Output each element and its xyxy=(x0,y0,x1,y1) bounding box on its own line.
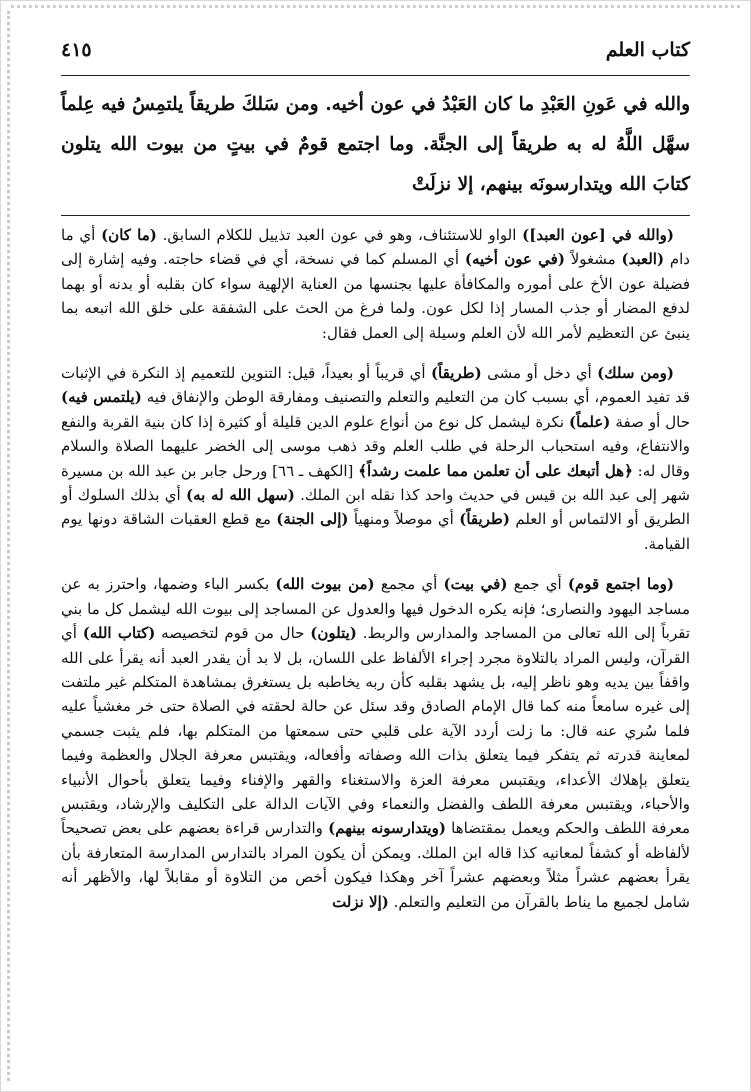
lemma-text: (العبد) xyxy=(621,250,665,269)
lemma-text: (ومن سلك) xyxy=(597,364,674,383)
lemma-text: (والله في [عون العبد]) xyxy=(522,226,674,244)
commentary-text: مع قطع العقبات الشاقة دونها يوم القيامة. xyxy=(61,510,690,553)
lemma-text: (ويتدارسونه بينهم) xyxy=(328,819,446,838)
lemma-text: (إلا نزلت xyxy=(332,892,389,911)
lemma-text: (من بيوت الله) xyxy=(275,575,375,594)
scan-border-top xyxy=(11,5,740,14)
commentary-paragraph xyxy=(61,572,690,914)
lemma-text: (في بيت) xyxy=(443,575,508,594)
lemma-text: (في عون أخيه) xyxy=(464,250,565,269)
lemma-text: ﴿هل أتبعك على أن تعلمن مما علمت رشداً﴾ xyxy=(358,461,633,480)
commentary-text: نكرة ليشمل كل نوع من أنواع علوم الدين قليلة أو كثيرة إذا كان بنية القربة والنفع والانتفاع، وفيه استحباب الرحلة في طلب العلم وقد ذهب موسى إلى الخضر عليهما الصلاة والسلام وقال له: xyxy=(61,412,690,480)
lemma-text: (طريقاً) xyxy=(459,510,510,529)
commentary-text: أي قريباً أو بعيداً، قيل: التنوين للتعميم إذ النكرة في الإثبات قد تفيد العموم، أي بسبب كان من التعليم والتعلم والتصنيف ومفارقة الوطن والإنفاق فيه xyxy=(61,364,690,407)
chapter-title: كتاب العلم xyxy=(605,39,690,61)
header-rule xyxy=(61,75,690,76)
commentary-text: حال أو صفة xyxy=(610,412,691,431)
commentary-text: حال من قوم لتخصيصه xyxy=(155,624,311,643)
commentary-text: أي مجمع xyxy=(374,575,444,594)
commentary-text: أي ما دام xyxy=(61,226,690,269)
commentary-text: والتدارس قراءة بعضهم على بعض تصحيحاً لألفاظه أو كشفاً لمعانيه كذا قاله ابن الملك. ويمكن أن يكون المراد بالتدارس المدارسة المتعارفة بأن يقرأ بعضهم عشراً مثلاً وبعضهم عشراً آخر وهكذا فيكون أخص من التلاوة أو مقابلاً لها، والأظهر أنه شامل لجميع ما يناط بالقرآن من التعليم والتعلم. xyxy=(61,819,690,911)
lemma-text: (وما اجتمع قوم) xyxy=(567,575,674,594)
commentary-text: بكسر الباء وضمها، واحترز به عن مساجد اليهود والنصارى؛ فإنه يكره الدخول فيها والعدول عن المساجد إلى بيوت الله ليشمل كل ما بني تقرباً إلى الله تعالى من المساجد والمدارس والربط. xyxy=(61,575,691,643)
lemma-text: (إلى الجنة) xyxy=(276,510,349,529)
commentary-text: [الكهف ـ ٦٦] ورحل جابر بن عبد الله بن مسيرة شهر إلى عبد الله بن قيس في حديث واحد كذا نقله ابن الملك. xyxy=(61,461,690,505)
commentary-text: أي القرآن، وليس المراد بالتلاوة مجرد إجراء الألفاظ على اللسان، بل لا بد أن يقدر العبد أنه يقرأ على الله واقفاً بين يديه وهو ناظر إليه، بل يشهد بقلبه كأن ربه يخاطبه بل يستغرق بمشاهدة المتكلم غير ملتفت إلى غيره سامعاً منه كما قال الإمام الصادق وقد سئل عن حالة لحقته في الصلاة حتى خر مغشياً عليه فلما سُري عنه قال: ما زلت أردد الآية على قلبي حتى سمعتها من المتكلم بها، فلم يثبت جسمي لمعاينة قدرته ثم يتفكر فيما يتعلق بذات الله وصفاته وأفعاله، ويقتبس معرفة الجلال والعظمة وفيما يتعلق بإهلاك الأعداء، ويقتبس معرفة العزة والاستغناء والقهر والإفناء وفيما يتعلق بأحوال الأنبياء والأحباء، ويقتبس معرفة اللطف والفضل والنعماء وفي الآيات الدالة على التكليف والإرشاد، ويقتبس معرفة اللطف والحكم ويعمل بمقتضاها xyxy=(61,624,690,838)
section-separator xyxy=(61,215,690,216)
lemma-text: (كتاب الله) xyxy=(82,624,156,643)
commentary-text: أي جمع xyxy=(507,575,568,594)
lemma-text: (يلتمس فيه) xyxy=(61,388,142,407)
commentary xyxy=(61,223,690,914)
commentary-text: أي موصلاً ومنهياً xyxy=(348,510,460,529)
lemma-text: (طريقاً) xyxy=(430,364,482,383)
running-header xyxy=(61,39,690,71)
commentary-text: أي دخل أو مشى xyxy=(481,364,598,383)
hadith-text: والله في عَونِ العَبْدِ ما كان العَبْدُ في عون أخيه. ومن سَلكَ طريقاً يلتمِسُ فيه عِلماً سهَّل اللَّهُ له به طريقاً إلى الجنَّة. وما اجتمع قومٌ في بيتٍ من بيوت الله يتلون كتابَ الله ويتدارسونَه بينهم، إلا نزلَتْ xyxy=(61,94,691,195)
commentary-paragraph xyxy=(61,223,690,345)
commentary-text: الواو للاستئناف، وهو في عون العبد تذييل للكلام السابق. xyxy=(156,226,523,244)
page-number: ٤١٥ xyxy=(61,39,92,61)
commentary-text: أي المسلم كما في نسخة، أي في قضاء حاجته. وفيه إشارة إلى فضيلة عون الأخ على أموره والمكافأة عليها بجنسها من العناية الإلهية سواء كان بقلبه أو بدنه أو بهما لدفع المضار أو جذب المسار إذا لكل عون. ولما فرغ من الحث على الشفقة على خلق الله اتبعه بما ينبئ عن التعظيم لأمر الله لأن العلم وسيلة إلى العمل فقال: xyxy=(61,250,691,342)
commentary-text: مشغولاً xyxy=(564,250,622,269)
commentary-paragraph xyxy=(61,361,690,556)
lemma-text: (ما كان) xyxy=(101,226,157,244)
lemma-text: (يتلون) xyxy=(310,624,357,643)
commentary-text: أي بذلك السلوك أو الطريق أو الالتماس أو العلم xyxy=(61,486,690,529)
lemma-text: (سهل الله له به) xyxy=(185,486,295,505)
scan-border-left xyxy=(7,11,24,1081)
lemma-text: (علماً) xyxy=(569,412,611,431)
